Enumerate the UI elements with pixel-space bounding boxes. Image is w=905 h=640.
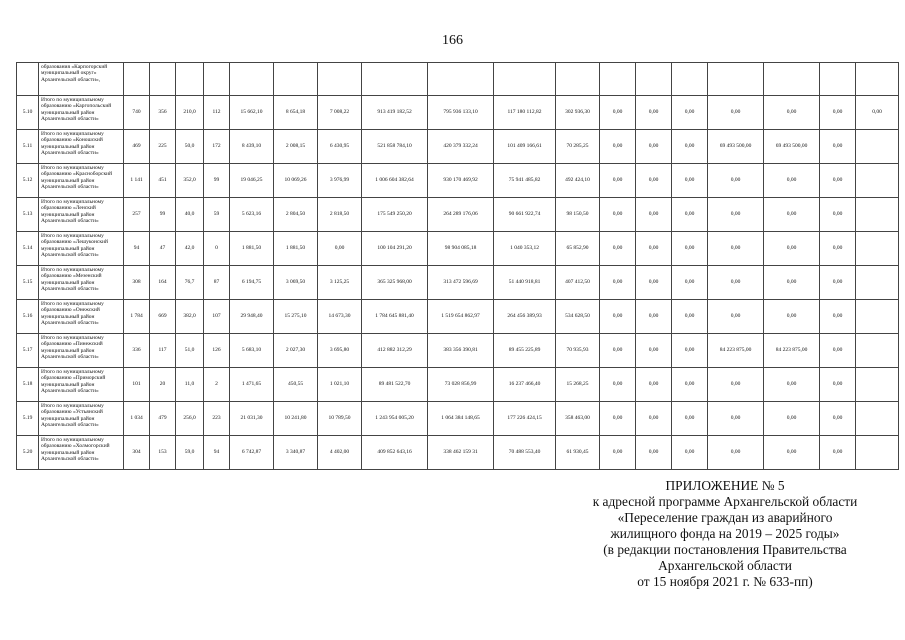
table-cell: 1 784 [124,300,150,334]
table-cell [856,130,899,164]
table-cell: 0,00 [672,334,708,368]
table-cell: 0,00 [764,266,820,300]
table-cell: 42,0 [176,232,204,266]
table-cell: 1 040 353,12 [494,232,556,266]
table-cell: 0,00 [600,436,636,470]
table-cell: 87 [204,266,230,300]
table-cell: 0,00 [820,232,856,266]
table-cell: 0,00 [764,164,820,198]
table-row [17,198,899,232]
table-cell: 223 [204,402,230,436]
municipality-name: Итого по муниципальному образованию «Приморский муниципальный район Архангельской области» [39,368,124,402]
table-cell: 302 936,30 [556,96,600,130]
table-cell: 210,0 [176,96,204,130]
row-number [17,63,39,96]
appendix-line: «Переселение граждан из аварийного [617,510,833,525]
table-cell: 153 [150,436,176,470]
table-cell: 0,00 [708,436,764,470]
table-cell: 0,00 [672,436,708,470]
table-cell: 0,00 [600,164,636,198]
table-cell: 0 [204,232,230,266]
table-cell: 0,00 [636,198,672,232]
table-cell: 51,0 [176,334,204,368]
table-cell: 2 818,50 [318,198,362,232]
page-number: 166 [442,33,463,48]
table-cell: 0,00 [672,300,708,334]
table-cell: 412 882 312,29 [362,334,428,368]
table-cell [764,63,820,96]
table-cell: 521 858 784,10 [362,130,428,164]
table-cell: 0,00 [600,266,636,300]
table-cell: 117 180 112,82 [494,96,556,130]
table-cell: 172 [204,130,230,164]
table-cell: 7 008,22 [318,96,362,130]
table-cell: 117 [150,334,176,368]
table-cell: 313 472 596,69 [428,266,494,300]
table-cell: 0,00 [708,368,764,402]
table-row [17,436,899,470]
table-cell: 1 881,50 [274,232,318,266]
table-cell: 10 789,50 [318,402,362,436]
table-cell: 99 [150,198,176,232]
table-cell: 0,00 [600,300,636,334]
table-cell: 0,00 [708,266,764,300]
table-cell: 2 [204,368,230,402]
table-cell: 8 654,18 [274,96,318,130]
table-cell [600,63,636,96]
table-cell: 930 170 469,92 [428,164,494,198]
table-cell [428,63,494,96]
table-cell [856,402,899,436]
table-row [17,300,899,334]
table-cell: 492 424,10 [556,164,600,198]
table-cell: 1 881,50 [230,232,274,266]
table-cell: 0,00 [600,96,636,130]
table-cell: 1 471,65 [230,368,274,402]
row-number: 5.10 [17,96,39,130]
table-cell [318,63,362,96]
table-cell: 0,00 [820,334,856,368]
table-cell: 15 275,10 [274,300,318,334]
table-cell: 304 [124,436,150,470]
table-cell: 112 [204,96,230,130]
table-cell: 1 519 654 862,97 [428,300,494,334]
table-cell: 0,00 [636,266,672,300]
table-cell: 177 226 424,15 [494,402,556,436]
municipality-name: Итого по муниципальному образованию «Коношский муниципальный район Архангельской области» [39,130,124,164]
table-cell: 264 289 176,06 [428,198,494,232]
row-number: 5.11 [17,130,39,164]
table-cell: 15 662,10 [230,96,274,130]
table-cell: 2 008,15 [274,130,318,164]
table-cell [856,63,899,96]
table-cell: 1 034 [124,402,150,436]
table-cell [636,63,672,96]
table-cell: 90 661 922,74 [494,198,556,232]
municipality-name: Итого по муниципальному образованию «Красноборский муниципальный район Архангельской области» [39,164,124,198]
appendix-line: от 15 ноября 2021 г. № 633-пп) [637,574,813,589]
table-cell: 50,0 [176,130,204,164]
table-cell [856,368,899,402]
table-cell: 73 028 856,99 [428,368,494,402]
table-cell: 0,00 [636,96,672,130]
table-cell: 8 439,10 [230,130,274,164]
row-number: 5.13 [17,198,39,232]
table-cell: 0,00 [636,300,672,334]
table-cell [672,63,708,96]
table-cell: 913 419 182,52 [362,96,428,130]
table-cell: 420 379 332,24 [428,130,494,164]
table-cell [124,63,150,96]
table-cell: 76,7 [176,266,204,300]
table-cell: 0,00 [820,266,856,300]
table-cell: 352,0 [176,164,204,198]
table-cell: 3 340,87 [274,436,318,470]
table-cell: 0,00 [764,300,820,334]
table-cell: 0,00 [672,402,708,436]
table-cell [274,63,318,96]
table-cell [204,63,230,96]
table-cell: 0,00 [820,130,856,164]
table-row [17,266,899,300]
table-row [17,96,899,130]
row-number: 5.15 [17,266,39,300]
table-cell: 70 935,93 [556,334,600,368]
table-cell: 0,00 [600,198,636,232]
table-cell [150,63,176,96]
table-cell: 16 237 466,40 [494,368,556,402]
table-cell: 469 [124,130,150,164]
table-cell [708,63,764,96]
municipality-name: Итого по муниципальному образованию «Холмогорский муниципальный район Архангельской области» [39,436,124,470]
table-cell: 0,00 [764,402,820,436]
table-cell: 1 021,10 [318,368,362,402]
table-cell: 0,00 [636,368,672,402]
table-cell: 669 [150,300,176,334]
table-cell: 59 [204,198,230,232]
table-cell: 225 [150,130,176,164]
table-cell: 0,00 [672,368,708,402]
table-cell [230,63,274,96]
table-cell: 356 [150,96,176,130]
table-cell: 0,00 [820,300,856,334]
table-cell: 21 031,30 [230,402,274,436]
table-cell: 101 [124,368,150,402]
table-cell: 0,00 [820,164,856,198]
table-cell: 4 402,00 [318,436,362,470]
table-cell: 164 [150,266,176,300]
table-row [17,232,899,266]
table-cell: 99 [204,164,230,198]
table-cell [556,63,600,96]
table-cell: 0,00 [708,300,764,334]
table-cell: 29 948,40 [230,300,274,334]
table-cell: 61 930,45 [556,436,600,470]
table-cell: 0,00 [708,198,764,232]
table-cell: 0,00 [600,130,636,164]
appendix-header [560,478,890,590]
table-cell: 450,55 [274,368,318,402]
table-cell: 256,0 [176,402,204,436]
table-cell: 0,00 [820,402,856,436]
table-cell: 98 150,50 [556,198,600,232]
table-cell: 19 046,25 [230,164,274,198]
table-cell: 740 [124,96,150,130]
table-cell: 40,0 [176,198,204,232]
table-cell: 1 784 645 881,40 [362,300,428,334]
table-cell: 0,00 [636,436,672,470]
table-cell: 3 695,80 [318,334,362,368]
row-number: 5.17 [17,334,39,368]
table-cell: 383 356 390,81 [428,334,494,368]
appendix-line: жилищного фонда на 2019 – 2025 годы» [610,526,840,541]
table-cell: 382,0 [176,300,204,334]
table-cell: 6 742,87 [230,436,274,470]
table-cell: 407 412,50 [556,266,600,300]
table-cell: 0,00 [636,402,672,436]
table-cell: 479 [150,402,176,436]
table-cell [176,63,204,96]
row-number: 5.19 [17,402,39,436]
table-cell: 0,00 [708,164,764,198]
table-cell: 0,00 [636,334,672,368]
table-cell: 0,00 [708,96,764,130]
table-cell: 6 194,75 [230,266,274,300]
table-cell: 0,00 [600,232,636,266]
table-cell: 5 623,16 [230,198,274,232]
table-cell [362,63,428,96]
table-cell: 2 027,30 [274,334,318,368]
table-cell: 338 462 159 31 [428,436,494,470]
table-row [17,402,899,436]
table-cell [856,198,899,232]
table-cell: 0,00 [636,232,672,266]
table-cell [856,266,899,300]
table-cell: 358 463,00 [556,402,600,436]
table-cell: 0,00 [672,130,708,164]
municipality-name: Итого по муниципальному образованию «Каргопольский муниципальный район Архангельской области» [39,96,124,130]
table-cell: 69 493 500,00 [764,130,820,164]
table-cell: 1 006 604 382,64 [362,164,428,198]
table-cell: 0,00 [636,164,672,198]
table-cell: 0,00 [636,130,672,164]
appendix-line: Архангельской области [658,558,792,573]
table-cell: 0,00 [856,96,899,130]
table-cell: 6 430,95 [318,130,362,164]
table-cell: 336 [124,334,150,368]
table-cell: 0,00 [764,198,820,232]
table-cell [820,63,856,96]
table-cell: 65 852,90 [556,232,600,266]
table-cell: 0,00 [672,232,708,266]
table-cell: 100 104 291,20 [362,232,428,266]
table-cell: 84 223 875,00 [764,334,820,368]
table-cell: 0,00 [820,436,856,470]
table-cell: 3 125,25 [318,266,362,300]
table-cell: 0,00 [708,402,764,436]
table-cell: 175 549 250,20 [362,198,428,232]
table-cell [856,164,899,198]
municipality-name: образования «Карпогорский муниципальный округ» Архангельской области», [39,63,124,96]
table-cell: 59,0 [176,436,204,470]
table-cell: 14 673,30 [318,300,362,334]
table-cell: 0,00 [672,266,708,300]
table-cell: 51 440 918,81 [494,266,556,300]
table-cell: 94 [204,436,230,470]
table-cell: 126 [204,334,230,368]
municipality-name: Итого по муниципальному образованию «Мезенский муниципальный район Архангельской области» [39,266,124,300]
table-cell [856,300,899,334]
table-cell: 0,00 [764,232,820,266]
table-cell [856,232,899,266]
row-number: 5.18 [17,368,39,402]
resettlement-table [16,62,899,470]
table-cell: 2 804,50 [274,198,318,232]
table-cell: 365 325 968,00 [362,266,428,300]
table-cell: 534 628,50 [556,300,600,334]
table-cell: 0,00 [600,368,636,402]
table-cell: 3 069,50 [274,266,318,300]
municipality-name: Итого по муниципальному образованию «Ленский муниципальный район Архангельской области» [39,198,124,232]
table-cell: 1 141 [124,164,150,198]
table-cell: 98 904 085,18 [428,232,494,266]
table-cell: 89 455 225,89 [494,334,556,368]
table-cell: 94 [124,232,150,266]
table-cell [856,436,899,470]
table-cell: 0,00 [600,334,636,368]
table-cell: 0,00 [672,198,708,232]
table-cell: 795 936 133,10 [428,96,494,130]
table-cell: 1 243 954 005,20 [362,402,428,436]
table-row [17,368,899,402]
table-cell: 0,00 [318,232,362,266]
table-cell: 1 064 384 148,65 [428,402,494,436]
table-cell: 451 [150,164,176,198]
table-cell: 308 [124,266,150,300]
table-cell: 0,00 [820,198,856,232]
municipality-name: Итого по муниципальному образованию «Пинежский муниципальный район Архангельской области» [39,334,124,368]
table-row [17,164,899,198]
row-number: 5.20 [17,436,39,470]
row-number: 5.14 [17,232,39,266]
table-cell: 47 [150,232,176,266]
table-cell: 107 [204,300,230,334]
table-cell: 264 456 389,93 [494,300,556,334]
row-number: 5.16 [17,300,39,334]
table-cell: 11,0 [176,368,204,402]
table-cell: 89 481 522,70 [362,368,428,402]
table-cell: 70 285,25 [556,130,600,164]
table-cell: 20 [150,368,176,402]
table-cell: 0,00 [820,96,856,130]
municipality-name: Итого по муниципальному образованию «Устьянский муниципальный район Архангельской области» [39,402,124,436]
table-row [17,63,899,96]
table-cell: 0,00 [600,402,636,436]
table-cell: 0,00 [764,368,820,402]
table-cell: 0,00 [672,164,708,198]
table-cell: 3 976,99 [318,164,362,198]
table-cell: 257 [124,198,150,232]
table-row [17,130,899,164]
row-number: 5.12 [17,164,39,198]
table-cell: 10 241,80 [274,402,318,436]
table-cell: 69 493 500,00 [708,130,764,164]
table-cell: 0,00 [672,96,708,130]
table-cell [856,334,899,368]
appendix-line: к адресной программе Архангельской области [592,494,858,509]
appendix-line: (в редакции постановления Правительства [603,542,847,557]
table-cell: 5 683,10 [230,334,274,368]
appendix-title: ПРИЛОЖЕНИЕ № 5 [665,478,785,493]
table-cell: 0,00 [764,436,820,470]
table-cell: 10 069,26 [274,164,318,198]
table-cell: 15 268,25 [556,368,600,402]
table-cell: 75 941 485,82 [494,164,556,198]
table-cell: 84 223 875,00 [708,334,764,368]
table-cell: 70 488 553,40 [494,436,556,470]
table-cell: 0,00 [820,368,856,402]
municipality-name: Итого по муниципальному образованию «Лешуконский муниципальный район Архангельской области» [39,232,124,266]
table-cell: 0,00 [708,232,764,266]
table-cell: 0,00 [764,96,820,130]
table-cell [494,63,556,96]
municipality-name: Итого по муниципальному образованию «Онежский муниципальный район Архангельской области» [39,300,124,334]
table-cell: 101 409 166,61 [494,130,556,164]
table-row [17,334,899,368]
table-cell: 409 852 643,16 [362,436,428,470]
